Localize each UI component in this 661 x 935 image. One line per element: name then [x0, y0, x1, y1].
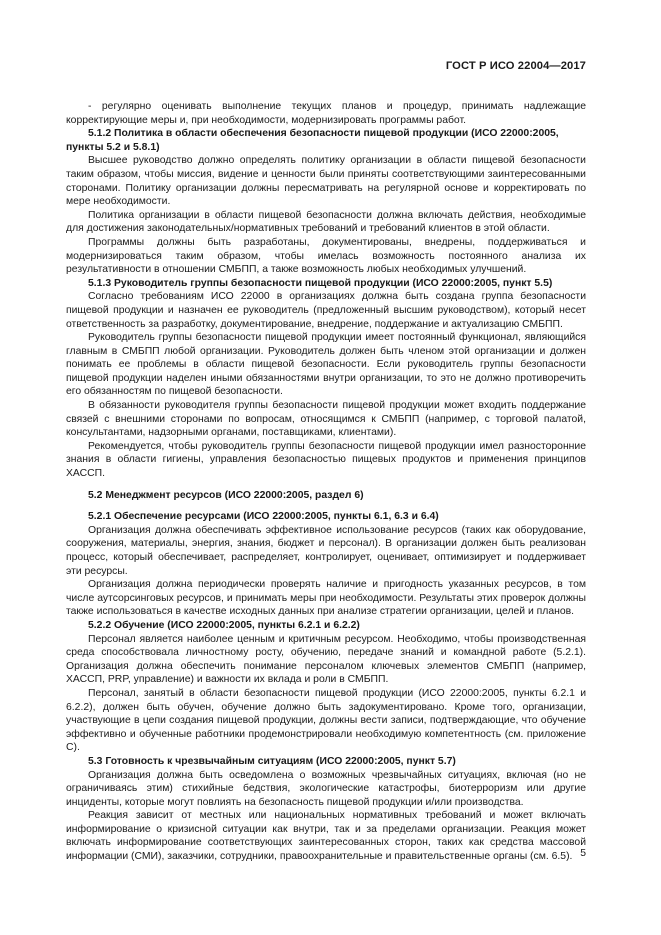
- body-paragraph: Рекомендуется, чтобы руководитель группы безопасности пищевой продукции имел разносторонние знания в области гигиены, управления безопасностью пищевых продуктов и применения принципов ХАССП.: [66, 440, 586, 480]
- section-heading: 5.1.3 Руководитель группы безопасности пищевой продукции (ИСО 22000:2005, пункт 5.5): [88, 277, 553, 289]
- body-paragraph: - регулярно оценивать выполнение текущих планов и процедур, принимать надлежащие корректирующие меры и, при необходимости, модернизировать программы работ.: [66, 101, 586, 126]
- body-paragraph: Руководитель группы безопасности пищевой продукции имеет постоянный функционал, являющийся главным в СМБПП любой организации. Руководитель должен быть членом этой организации и должен понимать ее проблемы в области пищевой безопасности. Если руководитель группы безопасности пищевой продукции наделен иными обязанностями внутри организации, то это не должно противоречить его обязанностям по пищевой безопасности.: [66, 332, 586, 398]
- section-heading: 5.2 Менеджмент ресурсов (ИСО 22000:2005, раздел 6): [88, 489, 364, 501]
- body-paragraph: Реакция зависит от местных или национальных нормативных требований и может включать информирование о кризисной ситуации как внутри, так и за пределами организации. Реакция может включать информирование соответствующих заинтересованных сторон, таких как средства массовой информации (СМИ), заказчики, сотрудники, правоохранительные и правительственные органы (см. 6.5).: [66, 810, 586, 863]
- body-paragraph: Организация должна быть осведомлена о возможных чрезвычайных ситуациях, включая (но не ограничиваясь этим) стихийные бедствия, экологические катастрофы, биотерроризм или другие инциденты, которые могут повлиять на безопасность пищевой продукции и/или производства.: [66, 769, 586, 808]
- section-gap: [66, 502, 586, 510]
- section-heading: 5.1.2 Политика в области обеспечения безопасности пищевой продукции (ИСО 22000:2005, пункты 5.2 и 5.8.1): [66, 128, 559, 153]
- body-paragraph: Согласно требованиям ИСО 22000 в организациях должна быть создана группа безопасности пищевой продукции и назначен ее руководитель (предложенный высшим руководством), который несет ответственность за разработку, документирование, внедрение, поддержание и актуализацию СМБПП.: [66, 291, 586, 330]
- body-paragraph: Персонал, занятый в области безопасности пищевой продукции (ИСО 22000:2005, пункты 6.2.1 и 6.2.2), должен быть обучен, обучение должно быть задокументировано. Кроме того, организации, участвующие в цепи создания пищевой продукции, должны вести записи, подтверждающие, что обучение эффективно и обученные работники продемонстрировали необходимую компетентность (см. приложение С).: [66, 687, 586, 754]
- section-heading: 5.2.2 Обучение (ИСО 22000:2005, пункты 6.2.1 и 6.2.2): [88, 619, 360, 631]
- section-gap: [66, 481, 586, 489]
- page-number: 5: [580, 848, 586, 859]
- body-paragraph: Организация должна обеспечивать эффективное использование ресурсов (таких как оборудование, сооружения, материалы, энергия, знания, бюджет и персонал). В организации должен быть реализован процесс, который обеспечивает, распределяет, контролирует, оценивает, оптимизирует и поддерживает эти ресурсы.: [66, 524, 586, 577]
- document-body: [66, 100, 586, 864]
- body-paragraph: Организация должна периодически проверять наличие и пригодность указанных ресурсов, в том числе аутсорсинговых ресурсов, и принимать меры при необходимости. Результаты этих проверок должны также использоваться в качестве исходных данных при анализе стратегии организации, целей и планов.: [66, 579, 586, 618]
- section-heading: 5.2.1 Обеспечение ресурсами (ИСО 22000:2005, пункты 6.1, 6.3 и 6.4): [88, 511, 439, 523]
- body-paragraph: Высшее руководство должно определять политику организации в области пищевой безопасности таким образом, чтобы миссия, видение и ценности были приняты соответствующими заинтересованными сторонами. Политику организации должны пересматривать на регулярной основе и корректировать по мере необходимости.: [66, 155, 586, 208]
- body-paragraph: Персонал является наиболее ценным и критичным ресурсом. Необходимо, чтобы производственная среда способствовала личностному росту, обучению, передаче знаний и командной работе (5.2.1). Организация должна обеспечить понимание персоналом ключевых элементов СМБПП (например, ХАССП, PRP, управление) и важности их вклада и роли в СМБПП.: [66, 633, 586, 686]
- body-paragraph: В обязанности руководителя группы безопасности пищевой продукции может входить поддержание связей с внешними сторонами по вопросам, относящимся к СМБПП (например, с торговой палатой, консультантами, надзорными органами, поставщиками, клиентами).: [66, 400, 586, 439]
- body-paragraph: Программы должны быть разработаны, документированы, внедрены, поддерживаться и модернизироваться таким образом, чтобы имелась возможность постоянного анализа их результативности в отношении СМБПП, а также возможность любых необходимых улучшений.: [66, 236, 586, 276]
- section-heading: 5.3 Готовность к чрезвычайным ситуациям (ИСО 22000:2005, пункт 5.7): [88, 755, 456, 767]
- standard-header: ГОСТ Р ИСО 22004—2017: [445, 60, 586, 72]
- body-paragraph: Политика организации в области пищевой безопасности должна включать действия, необходимые для достижения законодательных/нормативных требований и требований клиентов в этой области.: [66, 209, 586, 235]
